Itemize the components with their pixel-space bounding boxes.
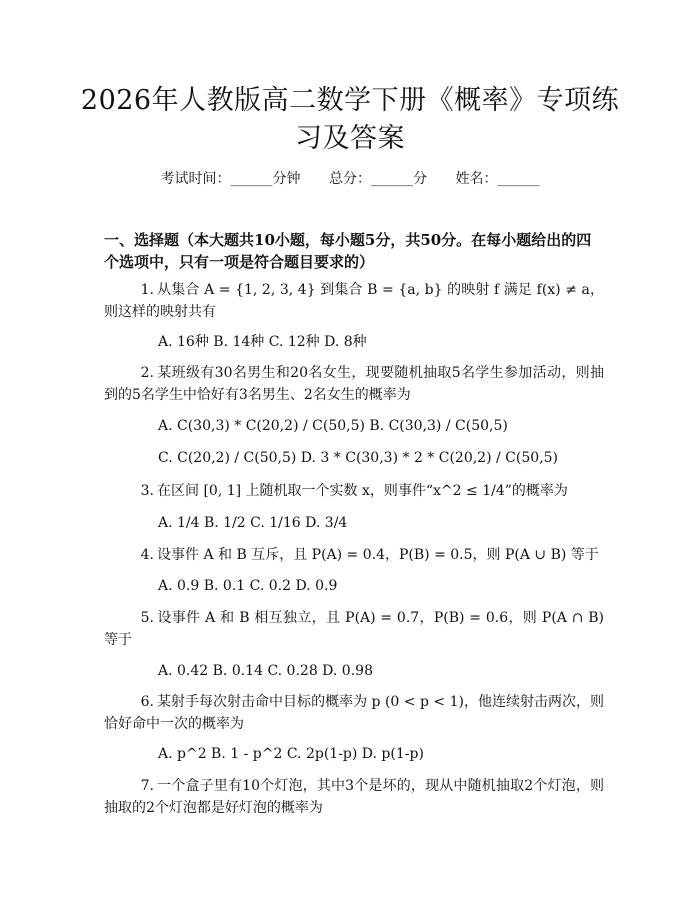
question-1: [104, 279, 604, 323]
question-4: [104, 544, 604, 566]
question-text: 某班级有30名男生和20名女生，现要随机抽取5名学生参加活动，则抽到的5名学生中恰好有3名男生、2名女生的概率为: [104, 365, 604, 403]
question-5-options: A. 0.42 B. 0.14 C. 0.28 D. 0.98: [158, 663, 373, 679]
question-number: 7.: [140, 778, 154, 794]
section-heading: 一、选择题（本大题共10小题，每小题5分，共50分。在每小题给出的四个选项中，只有一项是符合题目要求的）: [104, 231, 592, 271]
student-name: 姓名：______: [455, 171, 540, 187]
question-number: 6.: [140, 694, 154, 710]
question-number: 3.: [140, 483, 154, 499]
question-7: [104, 775, 604, 819]
question-6-options: A. p^2 B. 1 - p^2 C. 2p(1-p) D. p(1-p): [158, 746, 424, 762]
question-text: 从集合 A = {1, 2, 3, 4} 到集合 B = {a, b} 的映射 f 满足 f(x) ≠ a，则这样的映射共有: [104, 282, 604, 320]
question-number: 1.: [140, 282, 154, 298]
question-text: 设事件 A 和 B 互斥，且 P(A) = 0.4，P(B) = 0.5，则 P(A ∪ B) 等于: [157, 547, 599, 563]
question-1-options: A. 16种 B. 14种 C. 12种 D. 8种: [158, 334, 367, 350]
question-number: 2.: [140, 365, 154, 381]
question-text: 设事件 A 和 B 相互独立，且 P(A) = 0.7，P(B) = 0.6，则 P(A ∩ B) 等于: [104, 610, 604, 648]
question-2-options-a: A. C(30,3) * C(20,2) / C(50,5) B. C(30,3) / C(50,5): [158, 418, 508, 434]
question-number: 4.: [140, 547, 154, 563]
question-text: 一个盒子里有10个灯泡，其中3个是坏的，现从中随机抽取2个灯泡，则抽取的2个灯泡都是好灯泡的概率为: [104, 778, 604, 816]
document-title: 2026年人教版高二数学下册《概率》专项练习及答案: [80, 85, 620, 154]
exam-total-score: 总分：______分: [329, 171, 427, 187]
question-2: [104, 362, 604, 406]
question-text: 在区间 [0, 1] 上随机取一个实数 x，则事件“x^2 ≤ 1/4”的概率为: [157, 483, 568, 499]
question-3-options: A. 1/4 B. 1/2 C. 1/16 D. 3/4: [158, 515, 348, 531]
question-number: 5.: [140, 610, 154, 626]
question-3: [104, 480, 604, 502]
exam-meta: [0, 170, 700, 188]
question-2-options-b: C. C(20,2) / C(50,5) D. 3 * C(30,3) * 2 * C(20,2) / C(50,5): [158, 450, 558, 466]
exam-time: 考试时间：______分钟: [160, 171, 301, 187]
question-text: 某射手每次射击命中目标的概率为 p (0 < p < 1)，他连续射击两次，则恰好命中一次的概率为: [104, 694, 604, 732]
question-5: [104, 607, 604, 651]
question-4-options: A. 0.9 B. 0.1 C. 0.2 D. 0.9: [158, 578, 338, 594]
question-6: [104, 691, 604, 735]
